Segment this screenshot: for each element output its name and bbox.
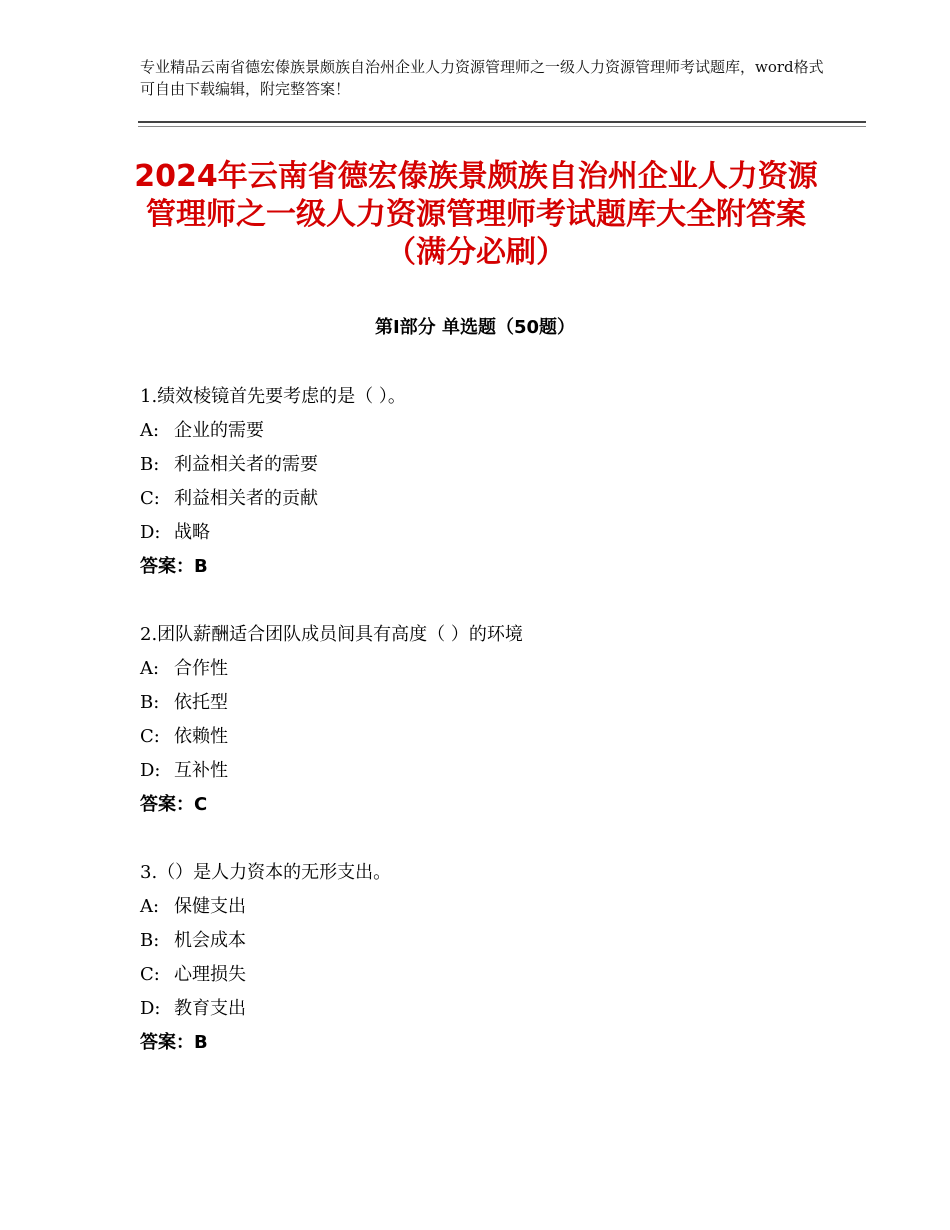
option-a	[140, 890, 840, 924]
option-text: 利益相关者的需要	[174, 454, 318, 475]
option-text: 战略	[174, 522, 210, 543]
option-c	[140, 958, 840, 992]
option-text: 互补性	[174, 760, 228, 781]
section-title: 第Ⅰ部分 单选题（50题）	[374, 317, 575, 338]
document-title: 2024年云南省德宏傣族景颇族自治州企业人力资源管理师之一级人力资源管理师考试题库大全附答案（满分必刷）	[134, 159, 818, 270]
option-text: 合作性	[174, 658, 228, 679]
option-key: D:	[140, 760, 161, 781]
option-key: A:	[140, 896, 160, 917]
option-text: 企业的需要	[174, 420, 264, 441]
option-c	[140, 482, 840, 516]
option-key: D:	[140, 998, 161, 1019]
option-key: C:	[140, 488, 160, 509]
header-divider-thick	[138, 121, 866, 123]
option-key: B:	[140, 454, 160, 475]
option-text: 保健支出	[174, 896, 246, 917]
option-key: B:	[140, 930, 160, 951]
header-note: 专业精品云南省德宏傣族景颇族自治州企业人力资源管理师之一级人力资源管理师考试题库，word格式可自由下载编辑，附完整答案！	[140, 58, 824, 98]
question-stem: 2.团队薪酬适合团队成员间具有高度（ ）的环境	[140, 624, 523, 645]
option-a	[140, 652, 840, 686]
header-divider-thin	[138, 126, 866, 127]
option-text: 依赖性	[174, 726, 228, 747]
option-key: A:	[140, 420, 160, 441]
option-d	[140, 992, 840, 1026]
answer-line: 答案：C	[140, 794, 208, 815]
question-2	[140, 618, 840, 822]
option-text: 心理损失	[174, 964, 246, 985]
question-3	[140, 856, 840, 1060]
question-1	[140, 380, 840, 584]
option-key: A:	[140, 658, 160, 679]
option-key: C:	[140, 726, 160, 747]
option-b	[140, 924, 840, 958]
option-key: D:	[140, 522, 161, 543]
question-stem: 1.绩效棱镜首先要考虑的是（ ）。	[140, 386, 406, 407]
option-d	[140, 516, 840, 550]
option-text: 教育支出	[174, 998, 246, 1019]
answer-line: 答案：B	[140, 556, 208, 577]
option-text: 依托型	[174, 692, 228, 713]
answer-line: 答案：B	[140, 1032, 208, 1053]
option-a	[140, 414, 840, 448]
option-d	[140, 754, 840, 788]
option-text: 利益相关者的贡献	[174, 488, 318, 509]
option-key: C:	[140, 964, 160, 985]
option-key: B:	[140, 692, 160, 713]
question-stem: 3.（）是人力资本的无形支出。	[140, 862, 392, 883]
question-list	[140, 380, 840, 1094]
option-b	[140, 448, 840, 482]
option-text: 机会成本	[174, 930, 246, 951]
option-c	[140, 720, 840, 754]
option-b	[140, 686, 840, 720]
